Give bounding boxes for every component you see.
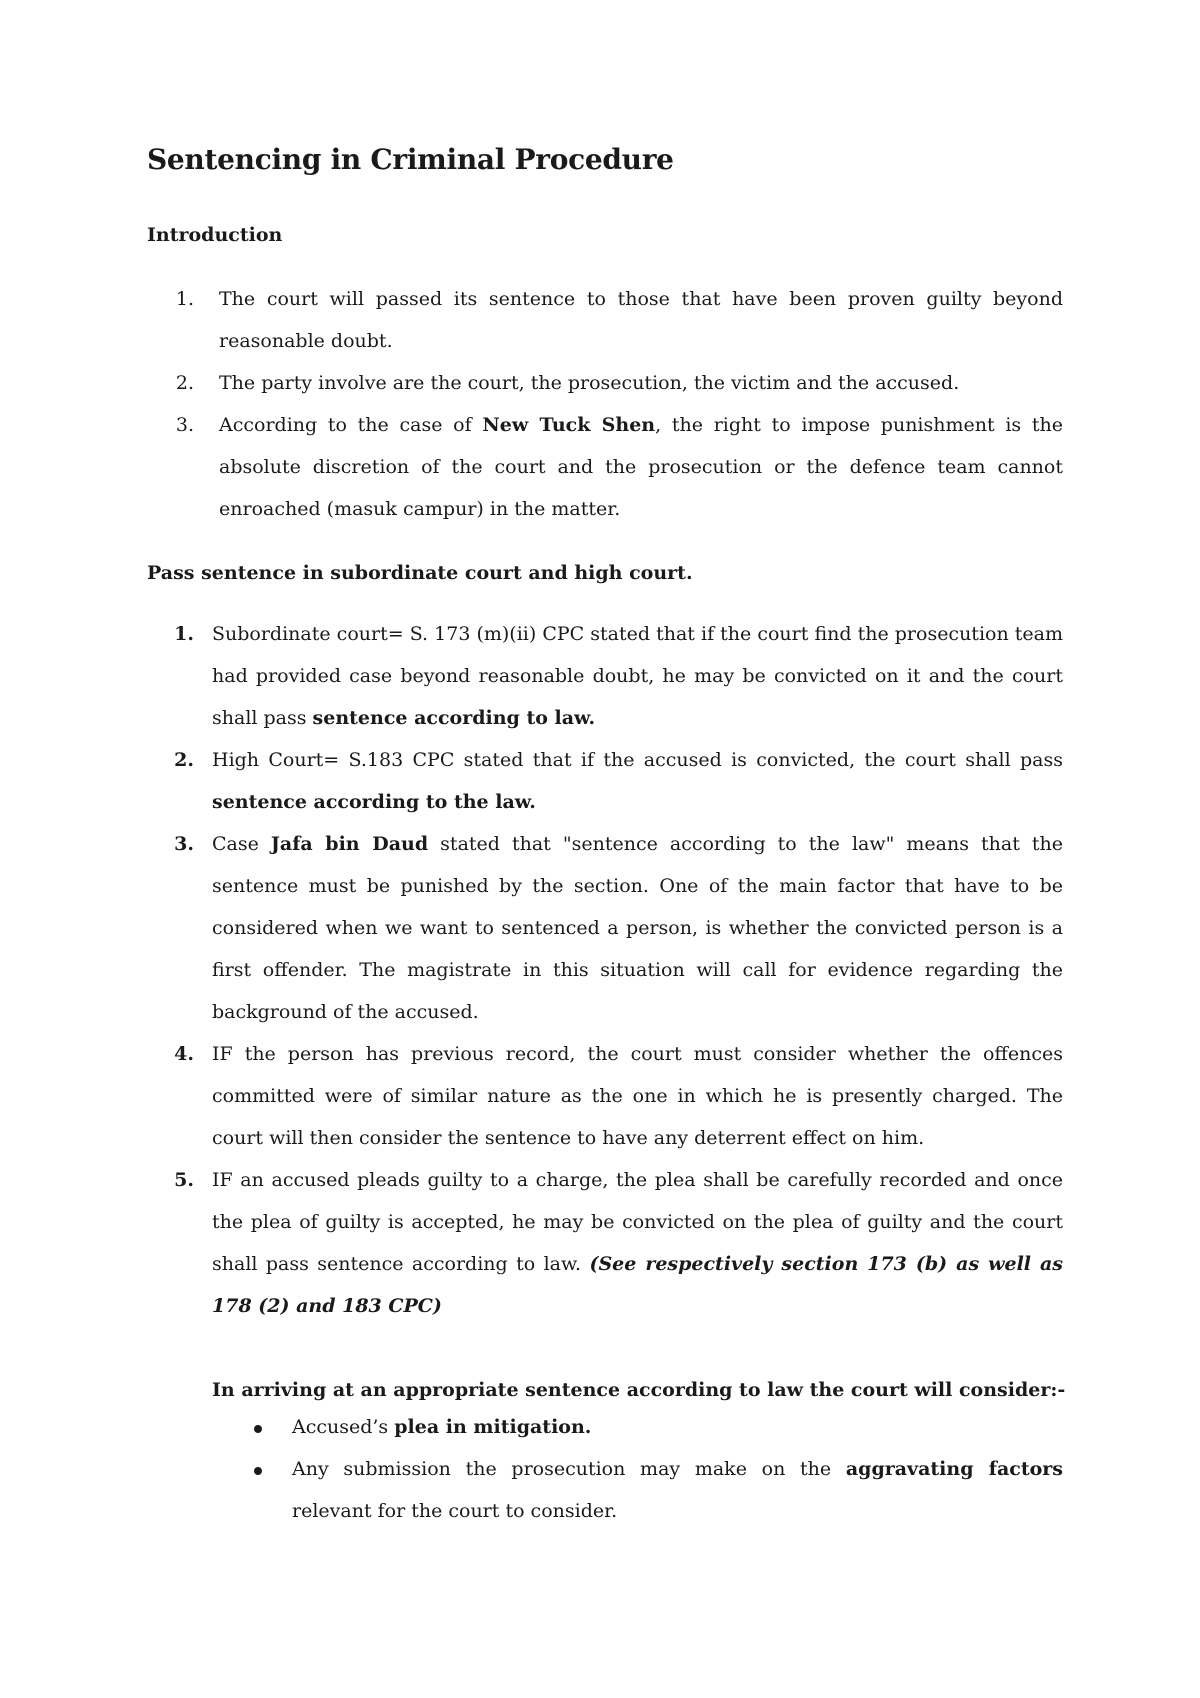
pass-item-1-number: 1. <box>174 623 194 645</box>
consider-bullet-2-text <box>292 1448 1063 1532</box>
page-title: Sentencing in Criminal Procedure <box>147 143 674 176</box>
pass-item-2-number: 2. <box>174 749 194 771</box>
pass-item-5-pre: IF an accused pleads guilty to a charge, the plea shall be carefully recorded and once the plea of guilty is accepted, he may be convicted on the plea of guilty and the court shall pass sentence according to law. <box>212 1169 1063 1275</box>
consider-heading: In arriving at an appropriate sentence according to law the court will consider:- <box>212 1379 1066 1401</box>
consider-bullet-1-pre: Accused’s <box>292 1416 395 1438</box>
bullet-icon <box>254 1467 262 1475</box>
introduction-heading: Introduction <box>147 224 283 246</box>
pass-item-1-bold: sentence according to law. <box>312 707 596 729</box>
pass-item-3-number: 3. <box>174 833 194 855</box>
pass-item-4-text: IF the person has previous record, the court must consider whether the offences committed were of similar nature as the one in which he is presently charged. The court will then consider the sentence to have any deterrent effect on him. <box>212 1043 1063 1149</box>
intro-item-3-pre: According to the case of <box>219 414 483 436</box>
intro-item-3-post: , the right to impose punishment is the absolute discretion of the court and the prosecution or the defence team cannot enroached (masuk campur) in the matter. <box>219 414 1063 520</box>
case-name-new-tuck-shen: New Tuck Shen <box>482 414 656 436</box>
pass-item-3-text <box>212 823 1063 1033</box>
intro-item-2-number: 2. <box>175 372 194 394</box>
bullet-icon <box>254 1425 262 1433</box>
intro-item-2-text: The party involve are the court, the prosecution, the victim and the accused. <box>219 372 960 394</box>
pass-item-2-pre: High Court= S.183 CPC stated that if the accused is convicted, the court shall pass <box>212 749 1063 771</box>
pass-item-5-text <box>212 1159 1063 1327</box>
section-reference: (See respectively section 173 (b) as well as 178 (2) and 183 CPC) <box>212 1253 1064 1317</box>
intro-item-3-number: 3. <box>175 414 194 436</box>
pass-item-3-pre: Case <box>212 833 271 855</box>
pass-item-3-post: stated that "sentence according to the law" means that the sentence must be punished by the section. One of the main factor that have to be considered when we want to sentenced a person, is whether the convicted person is a first offender. The magistrate in this situation will call for evidence regarding the background of the accused. <box>212 833 1064 1023</box>
consider-bullet-1-bold: plea in mitigation. <box>394 1416 592 1438</box>
pass-item-4-number: 4. <box>174 1043 194 1065</box>
pass-item-2-text <box>212 739 1063 823</box>
case-name-jafa-bin-daud: Jafa bin Daud <box>270 833 429 855</box>
pass-item-5-number: 5. <box>174 1169 194 1191</box>
consider-bullet-1-text <box>292 1406 1063 1448</box>
pass-sentence-heading: Pass sentence in subordinate court and high court. <box>147 562 693 584</box>
pass-item-1-pre: Subordinate court= S. 173 (m)(ii) CPC stated that if the court find the prosecution team had provided case beyond reasonable doubt, he may be convicted on it and the court shall pass <box>212 623 1063 729</box>
aggravating-factors: aggravating factors <box>845 1458 1063 1480</box>
intro-item-1-number: 1. <box>175 288 194 310</box>
pass-item-1-text <box>212 613 1063 739</box>
consider-bullet-2-pre: Any submission the prosecution may make on the <box>292 1458 846 1480</box>
pass-item-2-bold: sentence according to the law. <box>212 791 536 813</box>
intro-item-1-text: The court will passed its sentence to those that have been proven guilty beyond reasonable doubt. <box>219 288 1063 352</box>
consider-bullet-2-post: relevant for the court to consider. <box>292 1500 618 1522</box>
intro-item-3-text <box>219 404 1063 530</box>
